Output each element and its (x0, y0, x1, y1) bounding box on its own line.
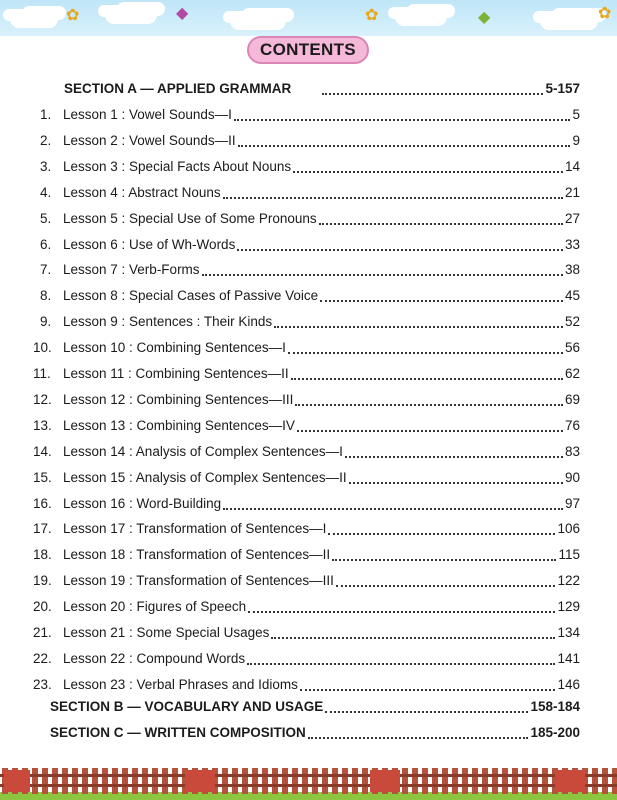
entry-page: 122 (557, 573, 580, 589)
cloud-icon (105, 6, 157, 24)
fence-picket (492, 768, 498, 794)
leader-dots (288, 340, 563, 354)
toc-entry[interactable] (33, 544, 580, 564)
entry-title: Lesson 21 : Some Special Usages (63, 625, 270, 640)
fence-picket (612, 768, 617, 794)
fence-picket (412, 768, 418, 794)
leader-dots (297, 418, 563, 432)
fence-picket (102, 768, 108, 794)
entry-number: 19. (33, 573, 52, 589)
entry-number: 8. (40, 288, 52, 304)
fence-picket (542, 768, 548, 794)
fence-picket (532, 768, 538, 794)
entry-number: 6. (40, 236, 52, 252)
fence-picket (262, 768, 268, 794)
entry-number: 23. (33, 676, 52, 692)
toc-entry[interactable] (40, 130, 580, 150)
entry-title: Lesson 15 : Analysis of Complex Sentences—II (63, 469, 347, 485)
bird-icon: ◆ (478, 9, 491, 26)
entry-title: Lesson 1 : Vowel Sounds—I (63, 107, 232, 122)
fence-picket (442, 768, 448, 794)
entry-page: 134 (557, 625, 580, 640)
entry-number: 2. (40, 132, 52, 148)
section-a-pages: 5-157 (545, 81, 580, 96)
entry-number: 16. (33, 495, 52, 511)
entry-page: 56 (564, 340, 580, 356)
leader-dots (345, 444, 563, 458)
leader-dots (237, 237, 563, 251)
entry-title: Lesson 19 : Transformation of Sentences—III (63, 573, 334, 589)
entry-page: 27 (564, 210, 580, 226)
entry-title: Lesson 13 : Combining Sentences—IV (63, 417, 295, 433)
fence-picket (402, 768, 408, 794)
fence-picket (482, 768, 488, 794)
entry-page: 14 (564, 158, 580, 174)
fence-picket (62, 768, 68, 794)
toc-entry[interactable] (40, 259, 580, 279)
entry-title: Lesson 20 : Figures of Speech (63, 599, 247, 615)
entry-page: 62 (564, 366, 580, 381)
entry-number: 14. (33, 443, 52, 459)
fence-picket (172, 768, 178, 794)
entry-title: Lesson 9 : Sentences : Their Kinds (63, 314, 273, 330)
leader-dots (328, 521, 555, 535)
cloud-icon (230, 12, 286, 30)
entry-page: 45 (564, 288, 580, 304)
entry-page: 76 (564, 417, 580, 433)
fence-picket (92, 768, 98, 794)
fence-picket (422, 768, 428, 794)
toc-entry[interactable] (33, 415, 580, 435)
toc-entry[interactable] (33, 570, 580, 590)
fence-picket (72, 768, 78, 794)
toc-entry[interactable] (33, 518, 580, 538)
leader-dots (349, 470, 563, 484)
entry-title: Lesson 8 : Special Cases of Passive Voice (63, 288, 319, 304)
toc-entry[interactable] (33, 441, 580, 461)
leader-dots (322, 81, 543, 95)
fence-picket (132, 768, 138, 794)
entry-number: 5. (40, 210, 52, 226)
fence-picket (242, 768, 248, 794)
entry-number: 4. (40, 184, 52, 200)
entry-page: 38 (564, 262, 580, 278)
toc-entry[interactable] (33, 596, 580, 616)
toc-entry[interactable] (33, 467, 580, 487)
section-b-pages: 158-184 (530, 699, 580, 714)
fence-picket (222, 768, 228, 794)
cloud-icon (10, 10, 58, 28)
entry-number: 7. (40, 262, 52, 278)
entry-title: Lesson 3 : Special Facts About Nouns (63, 158, 292, 174)
fence-picket (452, 768, 458, 794)
leader-dots (234, 107, 571, 121)
fence-picket (302, 768, 308, 794)
fence-picket (342, 768, 348, 794)
leader-dots (332, 547, 556, 561)
fence-picket (282, 768, 288, 794)
leader-dots (247, 651, 555, 665)
entry-page: 5 (572, 107, 580, 122)
entry-number: 21. (33, 625, 52, 640)
entry-page: 69 (564, 391, 580, 407)
entry-title: Lesson 10 : Combining Sentences—I (63, 340, 286, 356)
fence-picket (592, 768, 598, 794)
fence-picket (152, 768, 158, 794)
fence-picket (112, 768, 118, 794)
toc-entry[interactable] (40, 156, 580, 176)
fence-picket (32, 768, 38, 794)
fence-picket (332, 768, 338, 794)
entry-page: 115 (558, 547, 580, 563)
entry-number: 17. (33, 521, 52, 537)
fence-picket (122, 768, 128, 794)
toc-entry[interactable] (33, 648, 580, 668)
fence-picket (292, 768, 298, 794)
fence-picket (232, 768, 238, 794)
leader-dots (248, 599, 555, 613)
butterfly-icon: ✿ (66, 7, 80, 24)
section-a-row[interactable] (64, 78, 580, 98)
toc-entry[interactable] (40, 208, 580, 228)
entry-title: Lesson 6 : Use of Wh-Words (63, 236, 236, 252)
entry-number: 13. (33, 417, 52, 433)
section-a-label: SECTION A — APPLIED GRAMMAR (64, 81, 292, 96)
leader-dots (291, 366, 563, 380)
leader-dots (319, 211, 563, 225)
leader-dots (300, 677, 556, 691)
entry-title: Lesson 22 : Compound Words (63, 650, 246, 666)
leader-dots (293, 159, 563, 173)
fence-picket (142, 768, 148, 794)
entry-page: 146 (557, 676, 580, 692)
entry-page: 97 (564, 495, 580, 511)
fence-picket (82, 768, 88, 794)
fence-picket (272, 768, 278, 794)
entry-number: 11. (33, 366, 51, 381)
entry-number: 20. (33, 599, 52, 615)
section-c-label: SECTION C — WRITTEN COMPOSITION (50, 725, 306, 740)
leader-dots (202, 262, 563, 276)
leader-dots (274, 314, 563, 328)
entry-page: 21 (564, 184, 580, 200)
leader-dots (223, 496, 563, 510)
section-b-row[interactable] (50, 696, 580, 716)
leader-dots (295, 392, 563, 406)
toc-entry[interactable] (33, 622, 580, 642)
butterfly-icon: ✿ (365, 7, 379, 24)
fence-picket (602, 768, 608, 794)
entry-title: Lesson 7 : Verb-Forms (63, 262, 200, 278)
entry-number: 9. (40, 314, 52, 330)
toc-entry[interactable] (33, 493, 580, 513)
fence-picket (322, 768, 328, 794)
leader-dots (271, 625, 555, 639)
section-c-row[interactable] (50, 722, 580, 742)
entry-page: 106 (557, 521, 580, 537)
fence-picket (352, 768, 358, 794)
entry-page: 90 (564, 469, 580, 485)
toc-entry[interactable] (33, 337, 580, 357)
entry-number: 3. (40, 158, 52, 174)
entry-title: Lesson 18 : Transformation of Sentences—II (63, 547, 331, 563)
fence-picket (472, 768, 478, 794)
fence-picket (52, 768, 58, 794)
entry-number: 12. (33, 391, 52, 407)
entry-title: Lesson 14 : Analysis of Complex Sentences—I (63, 443, 343, 459)
section-b-label: SECTION B — VOCABULARY AND USAGE (50, 699, 324, 714)
fence-icon (0, 762, 617, 800)
entry-page: 52 (564, 314, 580, 330)
toc-entry[interactable] (40, 182, 580, 202)
entry-page: 9 (572, 132, 580, 148)
entry-page: 141 (557, 650, 580, 666)
entry-page: 33 (564, 236, 580, 252)
section-c-pages: 185-200 (530, 725, 580, 740)
toc-entry[interactable] (40, 285, 580, 305)
entry-title: Lesson 12 : Combining Sentences—III (63, 391, 294, 407)
entry-title: Lesson 16 : Word-Building (63, 495, 222, 511)
toc-entry[interactable] (33, 389, 580, 409)
butterfly-icon: ✿ (598, 5, 612, 22)
toc-entry[interactable] (40, 104, 580, 124)
fence-picket (522, 768, 528, 794)
leader-dots (320, 288, 563, 302)
entry-number: 15. (33, 469, 52, 485)
entry-number: 18. (33, 547, 52, 563)
entry-title: Lesson 17 : Transformation of Sentences—I (63, 521, 327, 537)
entry-title: Lesson 23 : Verbal Phrases and Idioms (63, 676, 298, 692)
toc-entry[interactable] (40, 234, 580, 254)
leader-dots (325, 699, 528, 713)
leader-dots (223, 185, 563, 199)
fence-picket (42, 768, 48, 794)
bird-icon: ◆ (176, 5, 189, 22)
fence-picket (502, 768, 508, 794)
entry-title: Lesson 2 : Vowel Sounds—II (63, 132, 236, 148)
fence-picket (432, 768, 438, 794)
page-title: CONTENTS (247, 36, 369, 64)
cloud-icon (395, 8, 447, 26)
fence-picket (312, 768, 318, 794)
leader-dots (336, 573, 556, 587)
fence-picket (362, 768, 368, 794)
leader-dots (238, 133, 571, 147)
entry-title: Lesson 5 : Special Use of Some Pronouns (63, 210, 317, 226)
fence-picket (162, 768, 168, 794)
toc-entry[interactable] (40, 311, 580, 331)
entry-number: 10. (33, 340, 52, 356)
fence-picket (252, 768, 258, 794)
entry-number: 1. (40, 107, 52, 122)
entry-page: 129 (557, 599, 580, 615)
entry-title: Lesson 4 : Abstract Nouns (63, 184, 221, 200)
toc-entry[interactable] (33, 363, 580, 383)
leader-dots (308, 725, 529, 739)
fence-picket (512, 768, 518, 794)
cloud-icon (540, 12, 598, 30)
entry-number: 22. (33, 650, 52, 666)
fence-picket (462, 768, 468, 794)
entry-page: 83 (564, 443, 580, 459)
toc-entry[interactable] (33, 674, 580, 694)
entry-title: Lesson 11 : Combining Sentences—II (63, 366, 289, 381)
sky-banner (0, 0, 617, 36)
